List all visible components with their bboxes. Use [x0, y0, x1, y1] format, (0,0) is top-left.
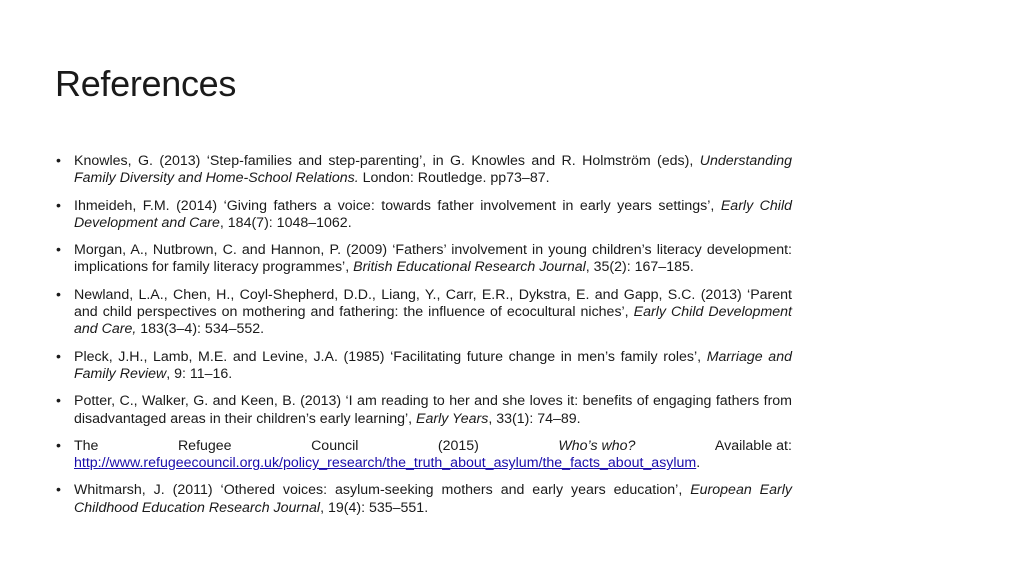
- reference-item: [52, 393, 792, 428]
- reference-details: , 35(2): 167–185.: [585, 259, 694, 276]
- reference-details: 183(3–4): 534–552.: [136, 321, 265, 338]
- reference-list: [52, 153, 792, 527]
- reference-details: , 9: 11–16.: [166, 365, 233, 382]
- reference-text: Morgan, A., Nutbrown, C. and Hannon, P. (2009) ‘Fathers’ involvement in young children’s literacy development: implications for family literacy programmes’,: [74, 242, 792, 276]
- reference-source: Early Child Development and Care: [74, 197, 792, 231]
- reference-details: , 184(7): 1048–1062.: [219, 214, 352, 231]
- reference-details: .: [696, 455, 701, 472]
- reference-item: [52, 242, 792, 277]
- reference-available: Available at:: [714, 437, 792, 454]
- reference-item: [52, 287, 792, 339]
- reference-source: Understanding Family Diversity and Home-School Relations.: [74, 153, 792, 187]
- reference-word: Council: [311, 437, 359, 454]
- reference-source: European Early Childhood Education Research Journal: [74, 482, 792, 516]
- reference-text: Pleck, J.H., Lamb, M.E. and Levine, J.A. (1985) ‘Facilitating future change in men’s family roles’,: [74, 348, 707, 365]
- reference-word: (2015): [437, 437, 479, 454]
- reference-source: Early Child Development and Care,: [74, 304, 792, 338]
- reference-item: [52, 438, 792, 473]
- reference-first-line: [74, 438, 792, 455]
- reference-text: Whitmarsh, J. (2011) ‘Othered voices: asylum-seeking mothers and early years education’,: [74, 482, 691, 499]
- reference-source: British Educational Research Journal: [353, 259, 586, 276]
- reference-text: Knowles, G. (2013) ‘Step-families and step-parenting’, in G. Knowles and R. Holmström (eds),: [74, 153, 700, 169]
- reference-word: • The: [74, 437, 99, 454]
- reference-word: Refugee: [177, 437, 232, 454]
- reference-text: Potter, C., Walker, G. and Keen, B. (2013) ‘I am reading to her and she loves it: benefits of engaging fathers from disadvantaged areas in their children’s early learning’,: [74, 393, 792, 427]
- reference-text: Ihmeideh, F.M. (2014) ‘Giving fathers a voice: towards father involvement in early years settings’,: [74, 197, 721, 214]
- reference-source: Marriage and Family Review: [74, 348, 792, 382]
- reference-item: [52, 349, 792, 384]
- reference-text: Newland, L.A., Chen, H., Coyl-Shepherd, D.D., Liang, Y., Carr, E.R., Dykstra, E. and Gapp, S.C. (2013) ‘Parent and child perspectives on mothering and fathering: the influence of ecocultural niches’,: [74, 286, 792, 321]
- reference-second-line: [74, 455, 792, 472]
- reference-item: [52, 482, 792, 517]
- reference-item: [52, 198, 792, 233]
- reference-details: London: Routledge. pp73–87.: [358, 170, 550, 187]
- reference-details: , 19(4): 535–551.: [320, 499, 429, 516]
- page-title: References: [55, 63, 237, 104]
- reference-item: [52, 153, 792, 188]
- reference-source: Early Years: [416, 410, 489, 427]
- reference-source: Who’s who?: [558, 437, 636, 454]
- reference-details: , 33(1): 74–89.: [488, 410, 581, 427]
- reference-link[interactable]: http://www.refugeecouncil.org.uk/policy_research/the_truth_about_asylum/the_facts_about_asylum: [74, 455, 697, 472]
